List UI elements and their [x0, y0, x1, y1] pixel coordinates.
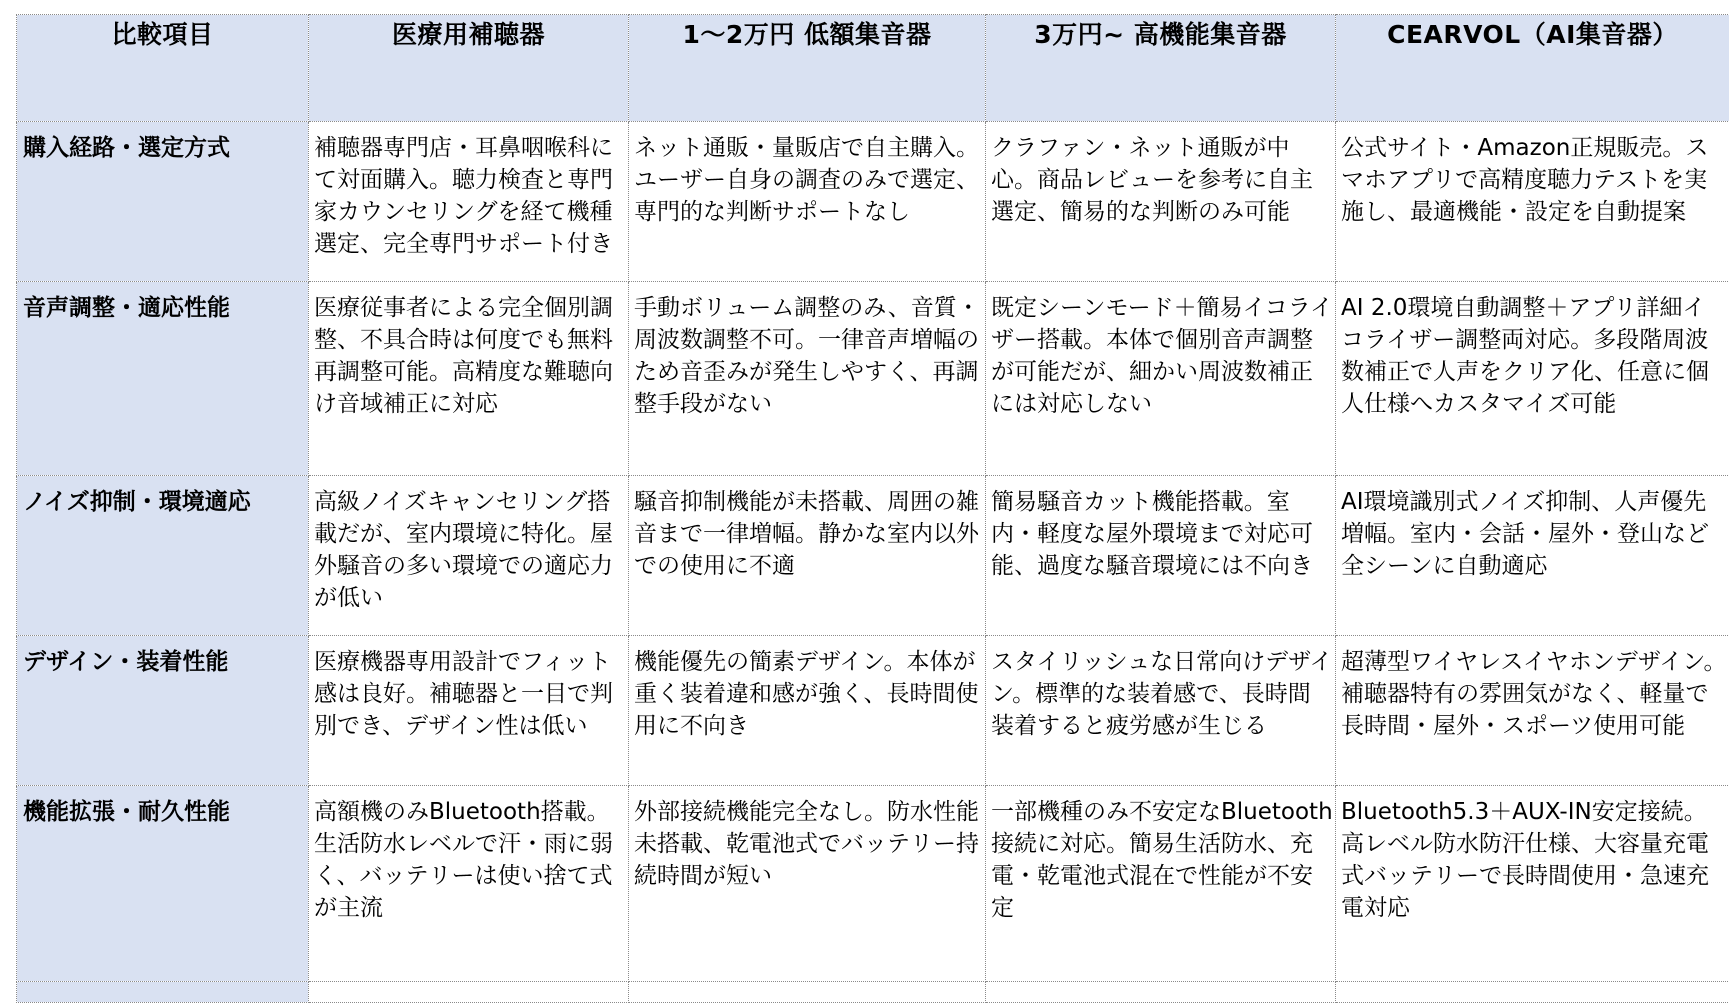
table-cell: 簡易騒音カット機能搭載。室内・軽度な屋外環境まで対応可能、過度な騒音環境には不向き: [986, 476, 1336, 636]
table-cell: スタイリッシュな日常向けデザイン。標準的な装着感で、長時間装着すると疲労感が生じる: [986, 636, 1336, 786]
table-cell: AI 2.0環境自動調整＋アプリ詳細イコライザー調整両対応。多段階周波数補正で人声をクリア化、任意に個人仕様へカスタマイズ可能: [1336, 282, 1729, 476]
header-comparison-item: 比較項目: [17, 15, 309, 122]
row-label: 購入経路・選定方式: [17, 122, 309, 282]
table-cell-empty: [986, 982, 1336, 1003]
table-cell: 医療機器専用設計でフィット感は良好。補聴器と一目で判別でき、デザイン性は低い: [309, 636, 629, 786]
table-cell: 補聴器専門店・耳鼻咽喉科にて対面購入。聴力検査と専門家カウンセリングを経て機種選定、完全専門サポート付き: [309, 122, 629, 282]
table-cell: ネット通販・量販店で自主購入。ユーザー自身の調査のみで選定、専門的な判断サポートなし: [629, 122, 986, 282]
comparison-table: [16, 14, 1729, 1003]
table-cell: Bluetooth5.3＋AUX-IN安定接続。高レベル防水防汗仕様、大容量充電式バッテリーで長時間使用・急速充電対応: [1336, 786, 1729, 982]
table-cell-empty: [1336, 982, 1729, 1003]
table-cell: 機能優先の簡素デザイン。本体が重く装着違和感が強く、長時間使用に不向き: [629, 636, 986, 786]
table-cell: 高額機のみBluetooth搭載。生活防水レベルで汗・雨に弱く、バッテリーは使い捨て式が主流: [309, 786, 629, 982]
table-cell: 既定シーンモード＋簡易イコライザー搭載。本体で個別音声調整が可能だが、細かい周波数補正には対応しない: [986, 282, 1336, 476]
table-cell: 一部機種のみ不安定なBluetooth接続に対応。簡易生活防水、充電・乾電池式混在で性能が不安定: [986, 786, 1336, 982]
table-cell-empty: [309, 982, 629, 1003]
comparison-table-wrapper: [16, 14, 1729, 988]
header-low-cost-amplifier: 1～2万円 低額集音器: [629, 15, 986, 122]
table-cell: 公式サイト・Amazon正規販売。スマホアプリで高精度聴力テストを実施し、最適機能・設定を自動提案: [1336, 122, 1729, 282]
row-label: 音声調整・適応性能: [17, 282, 309, 476]
table-cell: 騒音抑制機能が未搭載、周囲の雑音まで一律増幅。静かな室内以外での使用に不適: [629, 476, 986, 636]
table-cell: 手動ボリューム調整のみ、音質・周波数調整不可。一律音声増幅のため音歪みが発生しやすく、再調整手段がない: [629, 282, 986, 476]
table-cell: 高級ノイズキャンセリング搭載だが、室内環境に特化。屋外騒音の多い環境での適応力が低い: [309, 476, 629, 636]
table-cell: クラファン・ネット通販が中心。商品レビューを参考に自主選定、簡易的な判断のみ可能: [986, 122, 1336, 282]
header-row: [17, 15, 1729, 122]
table-row: [17, 636, 1729, 786]
table-cell: AI環境識別式ノイズ抑制、人声優先増幅。室内・会話・屋外・登山など全シーンに自動適応: [1336, 476, 1729, 636]
table-cell-empty: [629, 982, 986, 1003]
table-cell: 外部接続機能完全なし。防水性能未搭載、乾電池式でバッテリー持続時間が短い: [629, 786, 986, 982]
table-row: [17, 122, 1729, 282]
header-medical-hearing-aid: 医療用補聴器: [309, 15, 629, 122]
table-row-trailing: [17, 982, 1729, 1003]
row-label: デザイン・装着性能: [17, 636, 309, 786]
row-label-empty: [17, 982, 309, 1003]
header-high-function-amplifier: 3万円~ 高機能集音器: [986, 15, 1336, 122]
table-cell: 医療従事者による完全個別調整、不具合時は何度でも無料再調整可能。高精度な難聴向け音域補正に対応: [309, 282, 629, 476]
row-label: ノイズ抑制・環境適応: [17, 476, 309, 636]
header-cearvol: CEARVOL（AI集音器）: [1336, 15, 1729, 122]
table-cell: 超薄型ワイヤレスイヤホンデザイン。補聴器特有の雰囲気がなく、軽量で長時間・屋外・スポーツ使用可能: [1336, 636, 1729, 786]
table-row: [17, 476, 1729, 636]
table-row: [17, 786, 1729, 982]
row-label: 機能拡張・耐久性能: [17, 786, 309, 982]
table-row: [17, 282, 1729, 476]
